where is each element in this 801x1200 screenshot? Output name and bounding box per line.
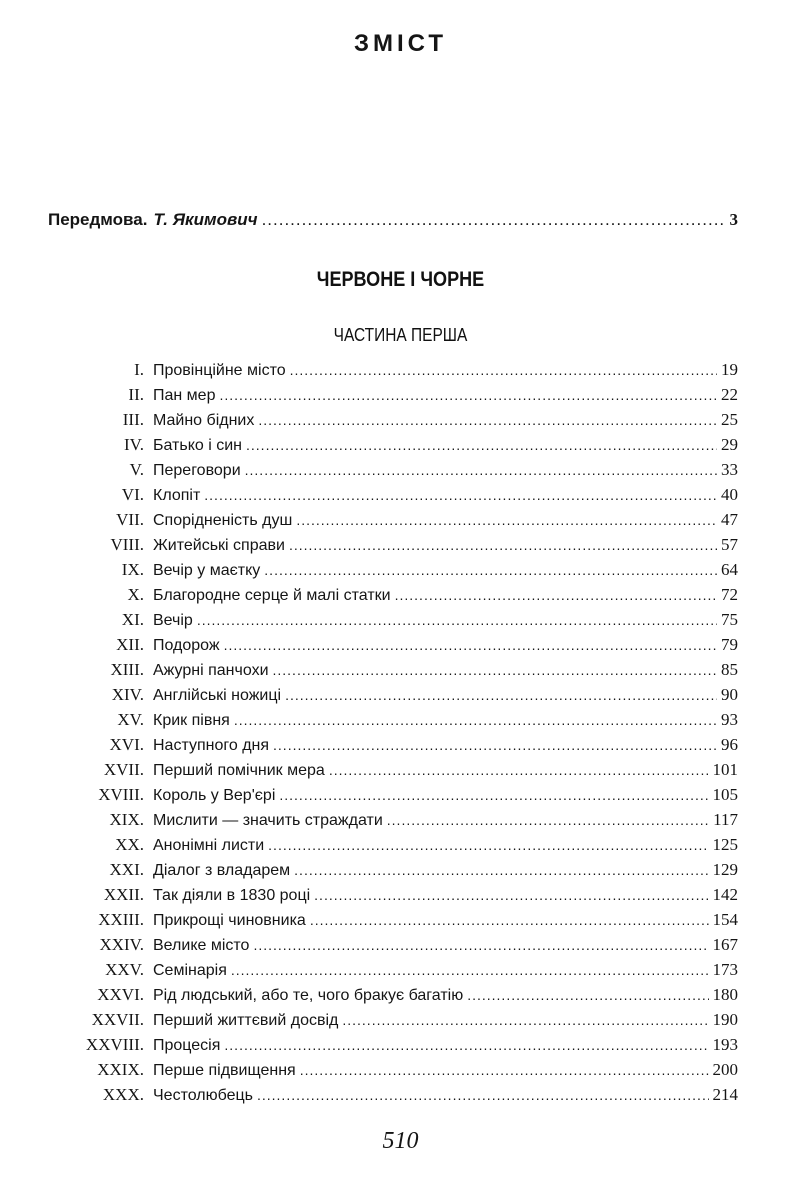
book-title: ЧЕРВОНЕ І ЧОРНЕ bbox=[316, 268, 485, 291]
chapter-page: 57 bbox=[721, 535, 738, 554]
chapter-number: XI. bbox=[121, 610, 144, 629]
toc-entry bbox=[40, 510, 738, 535]
toc-entry bbox=[40, 860, 738, 885]
toc-entry bbox=[40, 610, 738, 635]
chapter-title: Спорідненість душ bbox=[153, 512, 293, 529]
dot-leader bbox=[262, 210, 726, 230]
chapter-page: 64 bbox=[721, 560, 738, 579]
chapter-page: 214 bbox=[712, 1085, 738, 1104]
toc-entry bbox=[40, 785, 738, 810]
dot-leader bbox=[290, 362, 717, 378]
chapter-page: 19 bbox=[721, 360, 738, 379]
chapter-number: XXVI. bbox=[97, 985, 144, 1004]
chapter-page: 117 bbox=[713, 810, 738, 829]
dot-leader bbox=[257, 1087, 709, 1103]
toc-entry bbox=[40, 960, 738, 985]
chapter-title: Батько і син bbox=[153, 437, 243, 454]
chapter-page: 193 bbox=[712, 1035, 738, 1054]
toc-entry-preface bbox=[48, 210, 738, 230]
chapter-page: 180 bbox=[712, 985, 738, 1004]
chapter-number: XXV. bbox=[105, 960, 144, 979]
dot-leader bbox=[310, 912, 709, 928]
chapter-number: II. bbox=[128, 385, 144, 404]
chapter-title: Англійські ножиці bbox=[153, 687, 282, 704]
dot-leader bbox=[387, 812, 709, 828]
dot-leader bbox=[264, 562, 717, 578]
dot-leader bbox=[279, 787, 708, 803]
chapter-title: Честолюбець bbox=[153, 1087, 253, 1104]
toc-entry bbox=[40, 1035, 738, 1060]
chapter-page: 105 bbox=[712, 785, 738, 804]
dot-leader bbox=[273, 737, 717, 753]
chapter-page: 47 bbox=[721, 510, 738, 529]
chapter-title: Вечір у маєтку bbox=[153, 562, 261, 579]
table-of-contents bbox=[40, 360, 738, 1110]
dot-leader bbox=[342, 1012, 708, 1028]
dot-leader bbox=[197, 612, 717, 628]
chapter-page: 85 bbox=[721, 660, 738, 679]
toc-entry bbox=[40, 935, 738, 960]
chapter-title: Крик півня bbox=[153, 712, 230, 729]
chapter-number: XIII. bbox=[110, 660, 144, 679]
chapter-page: 90 bbox=[721, 685, 738, 704]
toc-entry bbox=[40, 985, 738, 1010]
chapter-page: 72 bbox=[721, 585, 738, 604]
chapter-number: IV. bbox=[124, 435, 144, 454]
chapter-title: Наступного дня bbox=[153, 737, 270, 754]
chapter-number: VI. bbox=[121, 485, 144, 504]
chapter-number: XVII. bbox=[103, 760, 144, 779]
chapter-page: 25 bbox=[721, 410, 738, 429]
chapter-title: Вечір bbox=[153, 612, 193, 629]
toc-entry bbox=[40, 535, 738, 560]
toc-entry bbox=[40, 1085, 738, 1110]
chapter-number: VIII. bbox=[110, 535, 144, 554]
chapter-page: 29 bbox=[721, 435, 738, 454]
chapter-page: 129 bbox=[712, 860, 738, 879]
toc-entry bbox=[40, 910, 738, 935]
chapter-page: 33 bbox=[721, 460, 738, 479]
dot-leader bbox=[296, 512, 717, 528]
toc-entry bbox=[40, 460, 738, 485]
chapter-number: I. bbox=[134, 360, 144, 379]
chapter-number: XII. bbox=[116, 635, 144, 654]
chapter-page: 200 bbox=[712, 1060, 738, 1079]
preface-page: 3 bbox=[729, 210, 738, 229]
page-number: 510 bbox=[382, 1128, 419, 1154]
chapter-number: XX. bbox=[115, 835, 144, 854]
dot-leader bbox=[314, 887, 708, 903]
chapter-number: XVI. bbox=[109, 735, 144, 754]
dot-leader bbox=[246, 437, 717, 453]
toc-entry bbox=[40, 635, 738, 660]
chapter-title: Подорож bbox=[153, 637, 220, 654]
chapter-title: Перший помічник мера bbox=[153, 762, 325, 779]
dot-leader bbox=[224, 637, 717, 653]
chapter-title: Процесія bbox=[153, 1037, 221, 1054]
chapter-number: XVIII. bbox=[98, 785, 144, 804]
chapter-number: XXII. bbox=[103, 885, 144, 904]
chapter-title: Семінарія bbox=[153, 962, 227, 979]
dot-leader bbox=[253, 937, 708, 953]
toc-entry bbox=[40, 585, 738, 610]
chapter-number: XIX. bbox=[109, 810, 144, 829]
dot-leader bbox=[294, 862, 708, 878]
dot-leader bbox=[234, 712, 717, 728]
chapter-page: 75 bbox=[721, 610, 738, 629]
chapter-number: XXVII. bbox=[91, 1010, 144, 1029]
chapter-number: X. bbox=[127, 585, 144, 604]
chapter-page: 190 bbox=[712, 1010, 738, 1029]
chapter-title: Так діяли в 1830 році bbox=[153, 887, 311, 904]
toc-entry bbox=[40, 835, 738, 860]
toc-entry bbox=[40, 810, 738, 835]
dot-leader bbox=[273, 662, 718, 678]
dot-leader bbox=[231, 962, 709, 978]
chapter-title: Житейські справи bbox=[153, 537, 285, 554]
chapter-page: 142 bbox=[712, 885, 738, 904]
chapter-title: Мислити — значить страждати bbox=[153, 812, 383, 829]
page-title: ЗМІСТ bbox=[353, 30, 448, 57]
chapter-title: Діалог з владарем bbox=[153, 862, 291, 879]
chapter-page: 125 bbox=[712, 835, 738, 854]
dot-leader bbox=[219, 387, 717, 403]
dot-leader bbox=[289, 537, 717, 553]
chapter-page: 167 bbox=[712, 935, 738, 954]
chapter-number: XXI. bbox=[109, 860, 144, 879]
chapter-page: 173 bbox=[712, 960, 738, 979]
toc-entry bbox=[40, 485, 738, 510]
dot-leader bbox=[258, 412, 717, 428]
chapter-number: XXVIII. bbox=[85, 1035, 144, 1054]
chapter-page: 154 bbox=[712, 910, 738, 929]
dot-leader bbox=[285, 687, 717, 703]
chapter-page: 40 bbox=[721, 485, 738, 504]
dot-leader bbox=[395, 587, 717, 603]
chapter-title: Король у Вер'єрі bbox=[153, 787, 276, 804]
chapter-number: V. bbox=[129, 460, 144, 479]
chapter-number: XXX. bbox=[102, 1085, 144, 1104]
chapter-title: Благородне серце й малі статки bbox=[153, 587, 391, 604]
dot-leader bbox=[467, 987, 708, 1003]
toc-entry bbox=[40, 735, 738, 760]
chapter-page: 93 bbox=[721, 710, 738, 729]
chapter-number: XIV. bbox=[111, 685, 144, 704]
chapter-page: 96 bbox=[721, 735, 738, 754]
chapter-title: Перший життєвий досвід bbox=[153, 1012, 339, 1029]
toc-entry bbox=[40, 760, 738, 785]
chapter-number: XXIV. bbox=[99, 935, 144, 954]
chapter-number: VII. bbox=[116, 510, 144, 529]
dot-leader bbox=[268, 837, 708, 853]
chapter-number: XV. bbox=[117, 710, 144, 729]
dot-leader bbox=[245, 462, 717, 478]
dot-leader bbox=[300, 1062, 709, 1078]
toc-entry bbox=[40, 360, 738, 385]
chapter-title: Переговори bbox=[153, 462, 241, 479]
toc-entry bbox=[40, 685, 738, 710]
chapter-title: Велике місто bbox=[153, 937, 250, 954]
toc-entry bbox=[40, 1060, 738, 1085]
chapter-title: Майно бідних bbox=[153, 412, 255, 429]
toc-entry bbox=[40, 660, 738, 685]
chapter-number: IX. bbox=[121, 560, 144, 579]
chapter-title: Прикрощі чиновника bbox=[153, 912, 306, 929]
chapter-page: 79 bbox=[721, 635, 738, 654]
toc-entry bbox=[40, 410, 738, 435]
toc-entry bbox=[40, 1010, 738, 1035]
chapter-title: Ажурні панчохи bbox=[153, 662, 269, 679]
preface-author: Т. Якимович bbox=[153, 210, 258, 229]
dot-leader bbox=[329, 762, 709, 778]
toc-entry bbox=[40, 885, 738, 910]
chapter-title: Провінційне місто bbox=[153, 362, 286, 379]
chapter-title: Перше підвищення bbox=[153, 1062, 296, 1079]
dot-leader bbox=[204, 487, 717, 503]
dot-leader bbox=[224, 1037, 708, 1053]
chapter-title: Клопіт bbox=[153, 487, 201, 504]
toc-entry bbox=[40, 560, 738, 585]
chapter-number: XXIX. bbox=[97, 1060, 144, 1079]
part-title: ЧАСТИНА ПЕРША bbox=[333, 325, 468, 345]
preface-label: Передмова. bbox=[48, 210, 148, 229]
chapter-number: III. bbox=[122, 410, 144, 429]
chapter-number: XXIII. bbox=[98, 910, 144, 929]
toc-entry bbox=[40, 385, 738, 410]
toc-entry bbox=[40, 710, 738, 735]
chapter-title: Пан мер bbox=[153, 387, 216, 404]
chapter-page: 101 bbox=[712, 760, 738, 779]
chapter-title: Анонімні листи bbox=[153, 837, 265, 854]
chapter-page: 22 bbox=[721, 385, 738, 404]
toc-entry bbox=[40, 435, 738, 460]
chapter-title: Рід людський, або те, чого бракує багатію bbox=[153, 987, 464, 1004]
